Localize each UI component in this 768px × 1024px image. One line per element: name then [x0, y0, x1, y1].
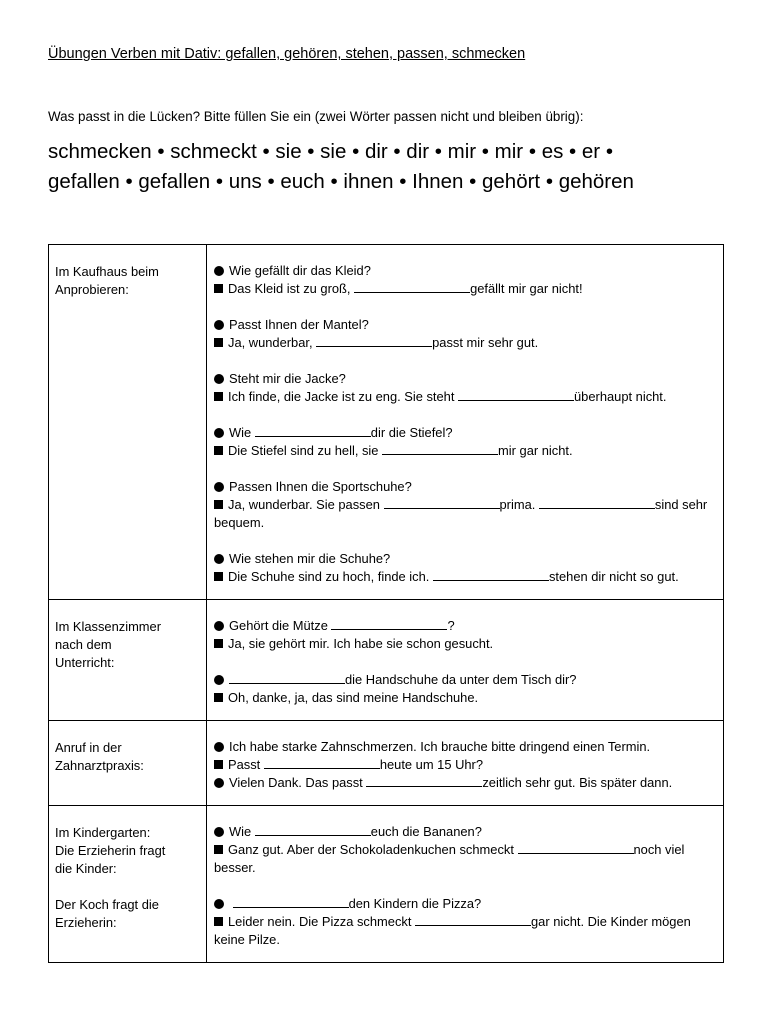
context-text: Die Erzieherin fragt [55, 843, 166, 858]
answer-text: gefällt mir gar nicht! [470, 281, 583, 296]
blank-field[interactable] [233, 895, 349, 908]
context-text: die Kinder: [55, 861, 117, 876]
dialogue-pair [214, 823, 717, 877]
table-row [49, 245, 724, 600]
circle-bullet-icon [214, 675, 224, 685]
answer-text: noch viel [633, 842, 685, 857]
context-text: Der Koch fragt die [55, 897, 159, 912]
answer-text: passt mir sehr gut. [432, 335, 539, 350]
table-row [49, 600, 724, 721]
dialogue-pair [214, 550, 717, 586]
question-text: Wie [229, 425, 255, 440]
answer-text: Ganz gut. Aber der Schokoladenkuchen schmeckt [228, 842, 518, 857]
answer-text: Leider nein. Die Pizza schmeckt [228, 914, 415, 929]
dialogue-pair [214, 424, 717, 460]
blank-field[interactable] [382, 442, 498, 455]
question-text: Gehört die Mütze [229, 618, 332, 633]
answer-text: stehen dir nicht so gut. [548, 569, 679, 584]
question-text: Ich habe starke Zahnschmerzen. Ich brauche bitte dringend einen Termin. [229, 739, 651, 754]
table-row [49, 721, 724, 806]
dialogue-pair [214, 478, 717, 532]
square-bullet-icon [214, 572, 223, 581]
circle-bullet-icon [214, 742, 224, 752]
context-text: Erzieherin: [55, 915, 117, 930]
blank-field[interactable] [255, 424, 371, 437]
circle-bullet-icon [214, 621, 224, 631]
question-text: Vielen Dank. Das passt [229, 775, 367, 790]
dialogue-pair [214, 895, 717, 949]
question-text: euch die Bananen? [370, 824, 482, 839]
blank-field[interactable] [539, 496, 655, 509]
answer-text: mir gar nicht. [498, 443, 573, 458]
exercise-table [48, 244, 724, 963]
blank-field[interactable] [458, 388, 574, 401]
blank-field[interactable] [518, 841, 634, 854]
word-bank [48, 137, 634, 197]
answer-text: Oh, danke, ja, das sind meine Handschuhe. [228, 690, 479, 705]
blank-field[interactable] [331, 617, 447, 630]
worksheet-title: Übungen Verben mit Dativ: gefallen, gehören, stehen, passen, schmecken [48, 46, 526, 62]
context-cell [49, 806, 207, 963]
dialogue-cell [207, 245, 724, 600]
dialogue-pair [214, 617, 717, 653]
context-text: Anruf in der [55, 740, 122, 755]
question-text: den Kindern die Pizza? [348, 896, 482, 911]
blank-field[interactable] [229, 671, 345, 684]
circle-bullet-icon [214, 482, 224, 492]
dialogue-pair [214, 738, 717, 792]
answer-text: heute um 15 Uhr? [379, 757, 484, 772]
context-text: Anprobieren: [55, 282, 129, 297]
answer-text: keine Pilze. [214, 932, 280, 947]
question-text: Steht mir die Jacke? [229, 371, 346, 386]
circle-bullet-icon [214, 899, 224, 909]
answer-text: Passt [228, 757, 264, 772]
answer-text: sind sehr [654, 497, 708, 512]
blank-field[interactable] [415, 913, 531, 926]
circle-bullet-icon [214, 428, 224, 438]
square-bullet-icon [214, 392, 223, 401]
context-cell [49, 600, 207, 721]
question-text: Wie gefällt dir das Kleid? [229, 263, 371, 278]
blank-field[interactable] [366, 774, 482, 787]
answer-text: Ich finde, die Jacke ist zu eng. Sie steht [228, 389, 459, 404]
blank-field[interactable] [316, 334, 432, 347]
answer-text: Ja, wunderbar. Sie passen [228, 497, 384, 512]
dialogue-pair [214, 370, 717, 406]
question-text: die Handschuhe da unter dem Tisch dir? [345, 672, 577, 687]
question-text: Passt Ihnen der Mantel? [229, 317, 369, 332]
answer-text: Ja, wunderbar, [228, 335, 317, 350]
dialogue-pair [214, 316, 717, 352]
context-cell [49, 245, 207, 600]
circle-bullet-icon [214, 827, 224, 837]
square-bullet-icon [214, 845, 223, 854]
circle-bullet-icon [214, 374, 224, 384]
answer-text: bequem. [214, 515, 265, 530]
answer-text: prima. [499, 497, 539, 512]
blank-field[interactable] [255, 823, 371, 836]
square-bullet-icon [214, 917, 223, 926]
blank-field[interactable] [433, 568, 549, 581]
answer-text: Die Schuhe sind zu hoch, finde ich. [228, 569, 433, 584]
word-bank-line-1: schmecken • schmeckt • sie • sie • dir • dir • mir • mir • es • er • [48, 140, 614, 163]
dialogue-pair [214, 262, 717, 298]
circle-bullet-icon [214, 554, 224, 564]
dialogue-pair [214, 671, 717, 707]
dialogue-cell [207, 721, 724, 806]
blank-field[interactable] [384, 496, 500, 509]
instruction-text: Was passt in die Lücken? Bitte füllen Sie ein (zwei Wörter passen nicht und bleiben übrig): [48, 109, 584, 124]
square-bullet-icon [214, 500, 223, 509]
circle-bullet-icon [214, 320, 224, 330]
square-bullet-icon [214, 284, 223, 293]
word-bank-line-2: gefallen • gefallen • uns • euch • ihnen • Ihnen • gehört • gehören [48, 170, 634, 193]
dialogue-cell [207, 806, 724, 963]
square-bullet-icon [214, 446, 223, 455]
answer-text: gar nicht. Die Kinder mögen [531, 914, 691, 929]
answer-text: überhaupt nicht. [574, 389, 667, 404]
answer-text: Das Kleid ist zu groß, [228, 281, 355, 296]
blank-field[interactable] [354, 280, 470, 293]
square-bullet-icon [214, 693, 223, 702]
question-text: dir die Stiefel? [370, 425, 453, 440]
question-text: Wie stehen mir die Schuhe? [229, 551, 391, 566]
question-text: zeitlich sehr gut. Bis später dann. [482, 775, 673, 790]
square-bullet-icon [214, 639, 223, 648]
square-bullet-icon [214, 760, 223, 769]
context-text: Im Kindergarten: [55, 825, 151, 840]
context-text: Im Kaufhaus beim [55, 264, 159, 279]
dialogue-cell [207, 600, 724, 721]
answer-text: Ja, sie gehört mir. Ich habe sie schon gesucht. [228, 636, 494, 651]
answer-text: Die Stiefel sind zu hell, sie [228, 443, 383, 458]
blank-field[interactable] [264, 756, 380, 769]
context-text: Unterricht: [55, 655, 115, 670]
square-bullet-icon [214, 338, 223, 347]
answer-text: besser. [214, 860, 256, 875]
question-text: Wie [229, 824, 255, 839]
context-text: Zahnarztpraxis: [55, 758, 144, 773]
circle-bullet-icon [214, 266, 224, 276]
context-text: nach dem [55, 637, 112, 652]
question-text: ? [447, 618, 455, 633]
table-row [49, 806, 724, 963]
circle-bullet-icon [214, 778, 224, 788]
context-cell [49, 721, 207, 806]
context-text: Im Klassenzimmer [55, 619, 162, 634]
question-text: Passen Ihnen die Sportschuhe? [229, 479, 412, 494]
